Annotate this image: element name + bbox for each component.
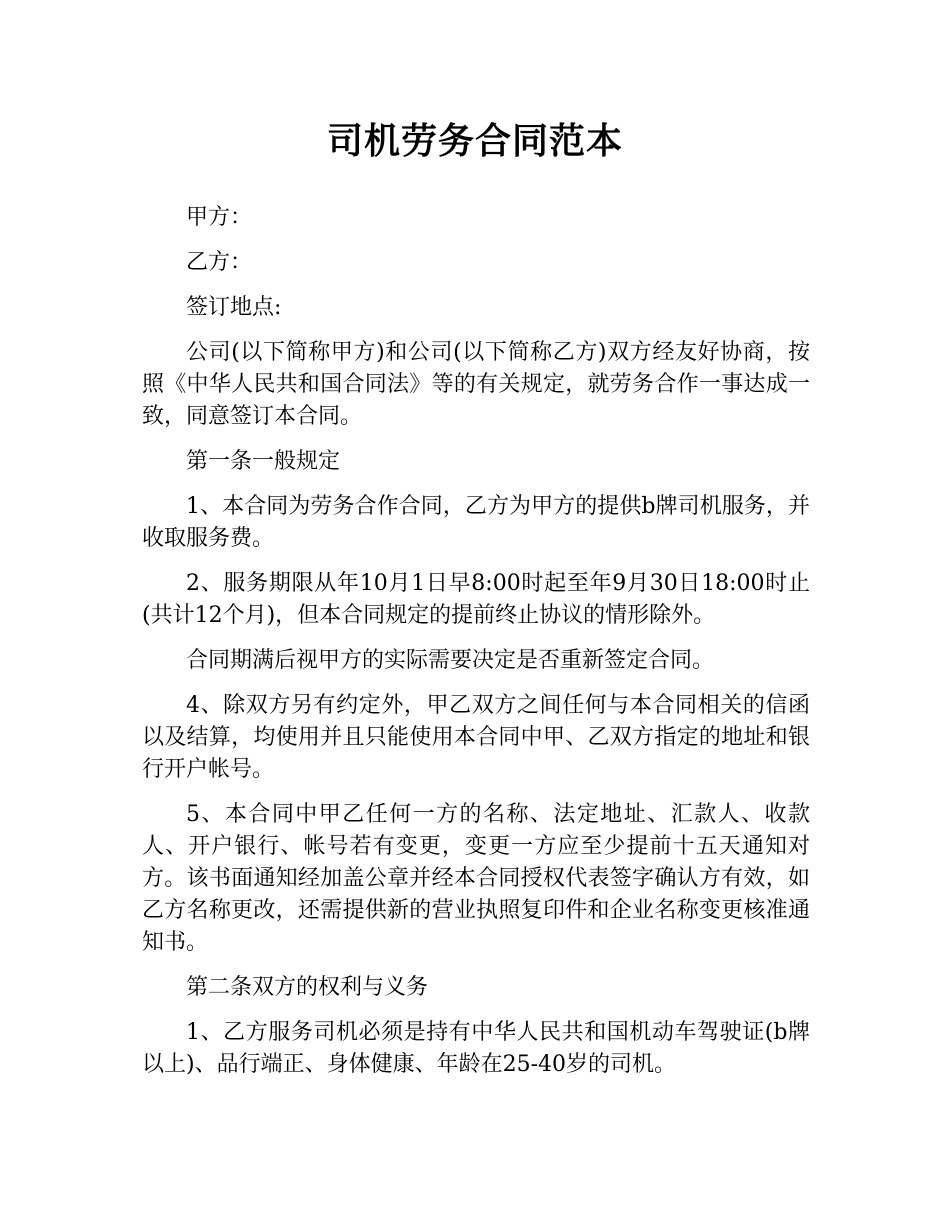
article-2-clause-1: 1、乙方服务司机必须是持有中华人民共和国机动车驾驶证(b牌以上)、品行端正、身体健康、年龄在25-40岁的司机。 (142, 1020, 810, 1077)
article-1-heading: 第一条一般规定 (186, 449, 341, 474)
signing-place-line: 签订地点: (186, 295, 282, 320)
document-title: 司机劳务合同范本 (326, 121, 623, 162)
article-1-clause-1: 1、本合同为劳务合作合同，乙方为甲方的提供b牌司机服务，并收取服务费。 (142, 494, 810, 551)
article-2-heading: 第二条双方的权利与义务 (186, 975, 429, 1000)
article-1-clause-5: 5、本合同中甲乙任何一方的名称、法定地址、汇款人、收款人、开户银行、帐号若有变更，变更一方应至少提前十五天通知对方。该书面通知经加盖公章并经本合同授权代表签字确认方有效，如乙方名称更改，还需提供新的营业执照复印件和企业名称变更核准通知书。 (142, 802, 810, 955)
party-b-line: 乙方： (186, 250, 253, 275)
article-1-clause-4: 4、除双方另有约定外，甲乙双方之间任何与本合同相关的信函以及结算，均使用并且只能使用本合同中甲、乙双方指定的地址和银行开户帐号。 (142, 693, 810, 782)
article-1-clause-2: 2、服务期限从年10月1日早8:00时起至年9月30日18:00时止(共计12个月)，但本合同规定的提前终止协议的情形除外。 (142, 571, 810, 628)
preamble-paragraph: 公司(以下简称甲方)和公司(以下简称乙方)双方经友好协商，按照《中华人民共和国合同法》等的有关规定，就劳务合作一事达成一致，同意签订本合同。 (142, 340, 810, 429)
document-body (142, 202, 810, 1094)
article-1-renewal-note: 合同期满后视甲方的实际需要决定是否重新签定合同。 (186, 648, 715, 673)
party-a-line: 甲方： (186, 205, 253, 230)
